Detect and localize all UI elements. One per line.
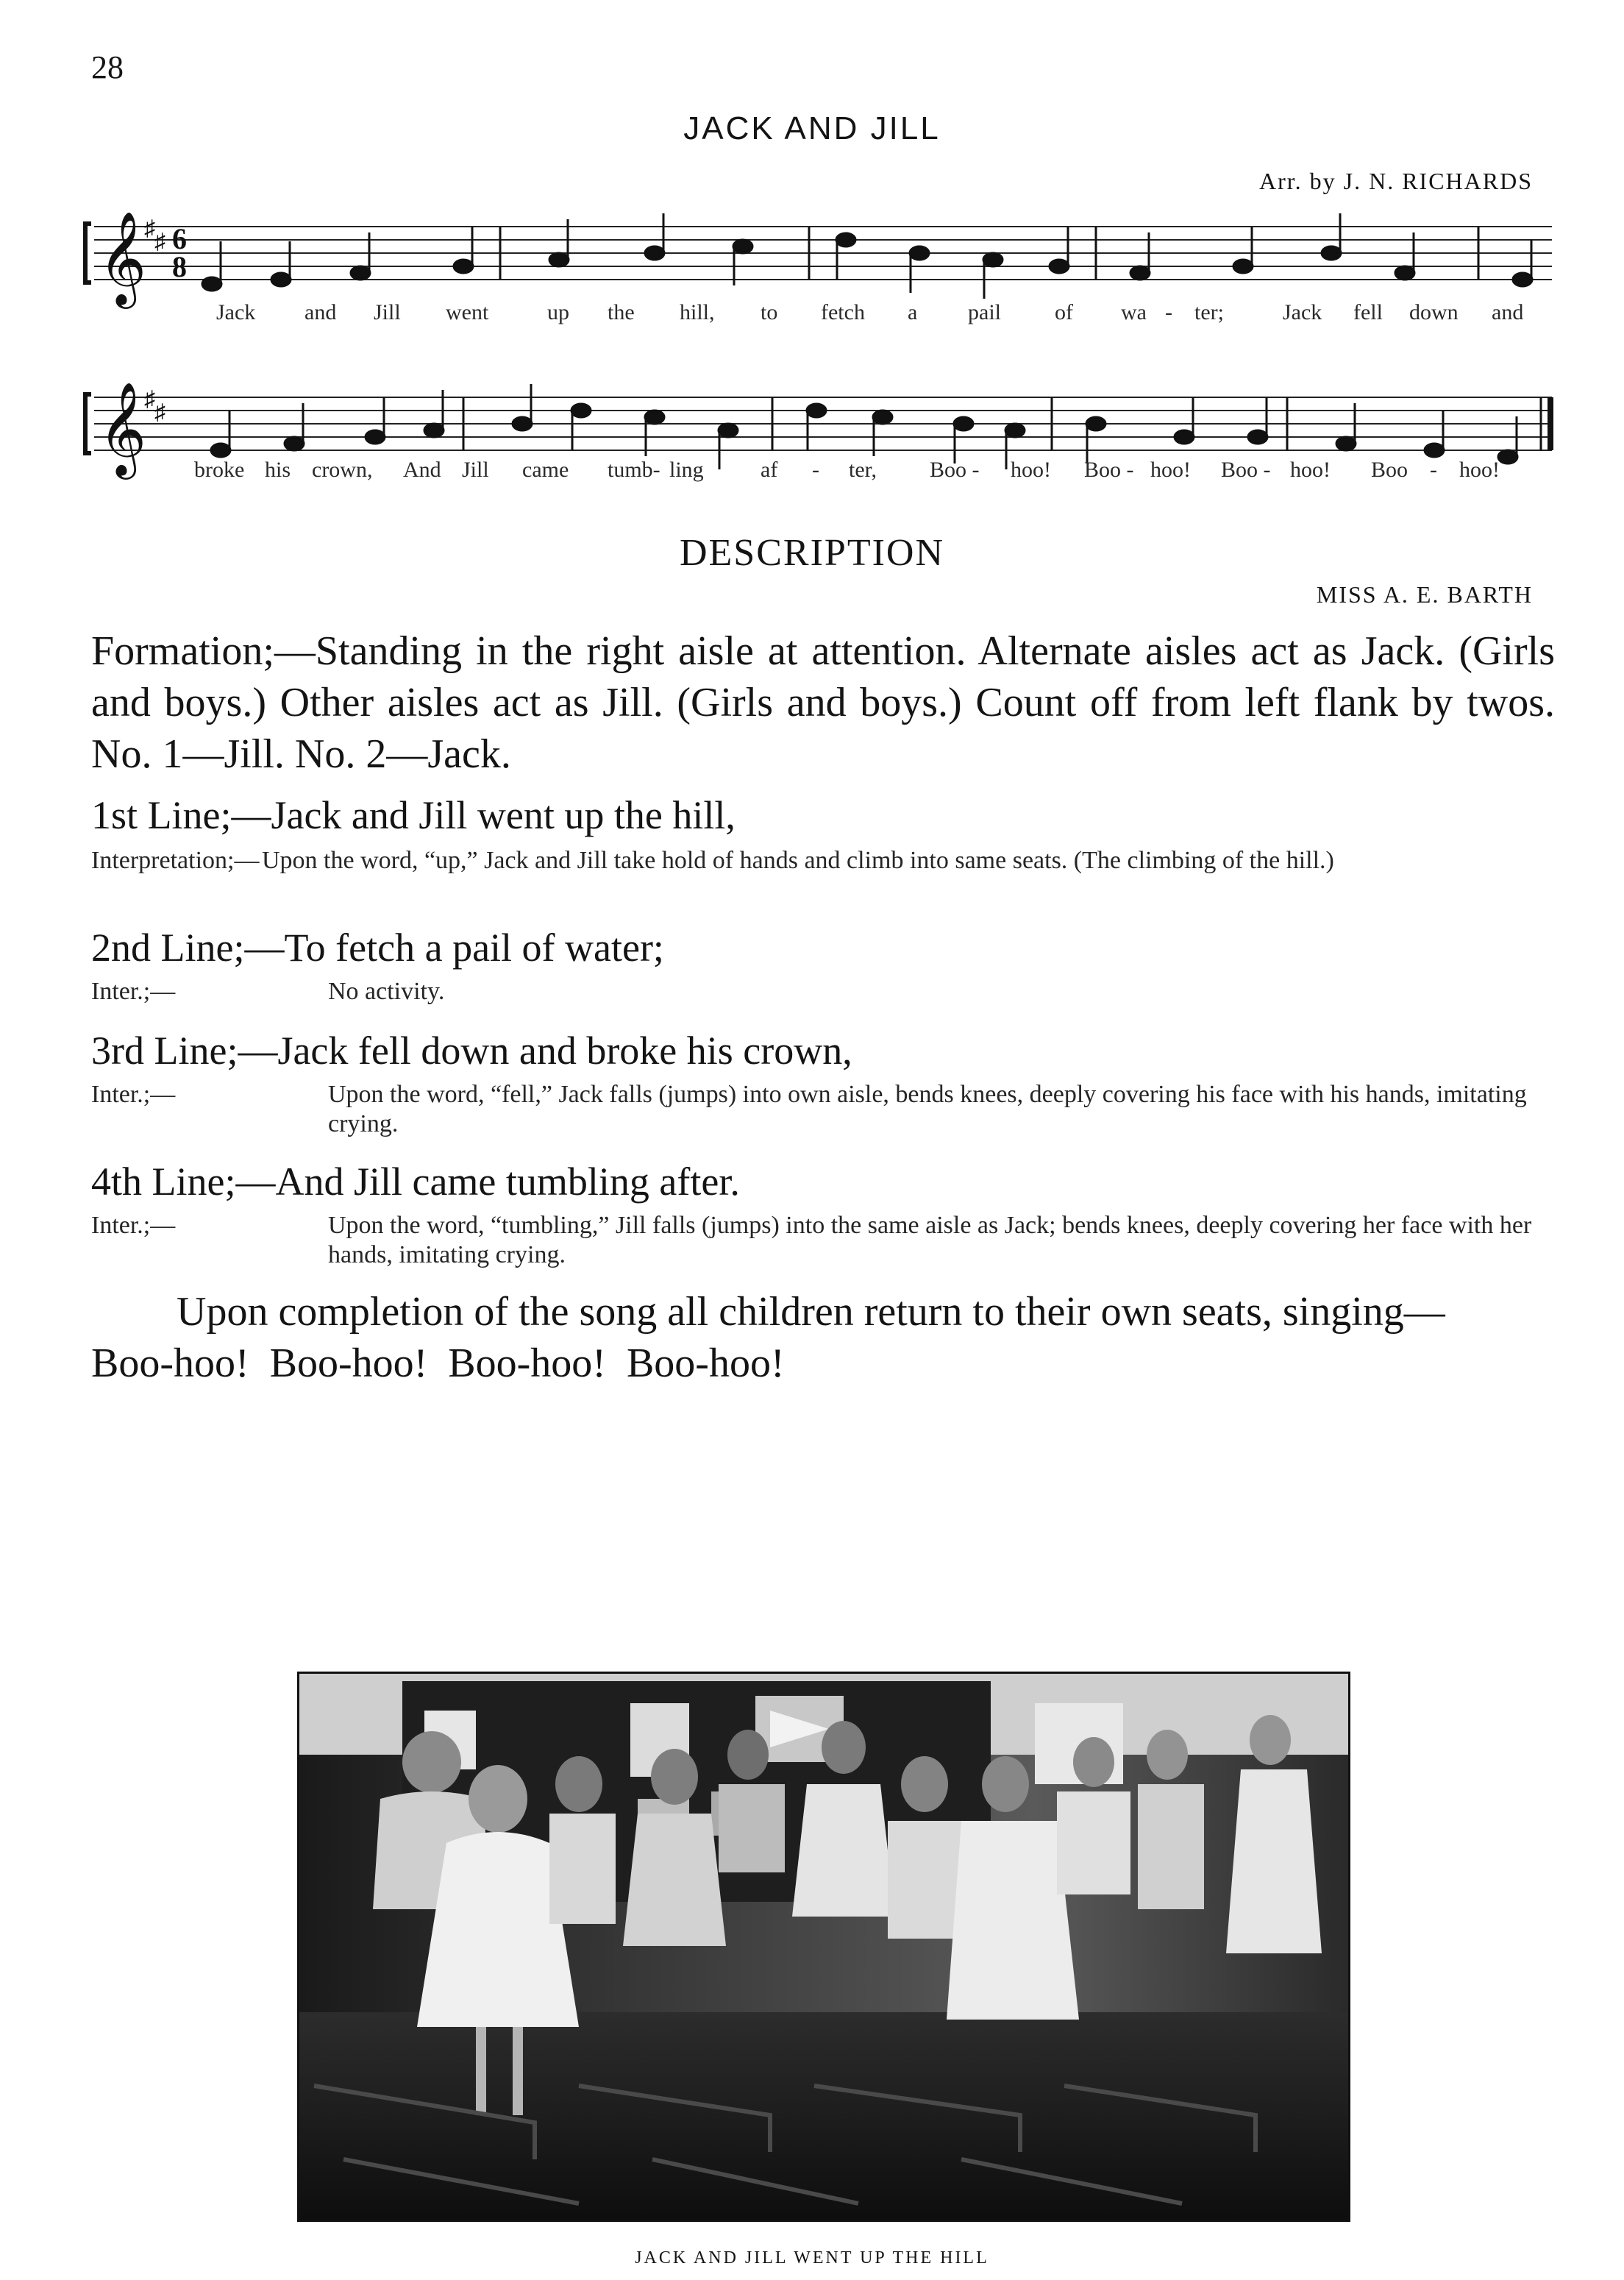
lyric-syllable: up — [547, 300, 569, 324]
brace-mark — [85, 224, 91, 283]
song-title: JACK AND JILL — [683, 110, 941, 146]
lyric-syllable: hoo! — [1290, 458, 1331, 482]
time-sig-bottom: 8 — [172, 250, 187, 283]
lyric-syllable: the — [608, 300, 635, 324]
line-1-title: 1st Line;—Jack and Jill went up the hill, — [91, 793, 736, 837]
lyric-syllable: Jill — [374, 300, 401, 324]
classroom-photograph — [297, 1672, 1350, 2222]
arranger-credit: Arr. by J. N. RICHARDS — [1258, 168, 1533, 194]
lyric-syllable: af — [761, 458, 778, 482]
page-number: 28 — [91, 49, 124, 85]
formation-paragraph: Formation;—Standing in the right aisle at attention. Alternate aisles act as Jack. (Girls and boys.) Other aisles act as Jill. (Girls and boys.) Count off from left flank by twos. No. 1—Jill. No. 2—Jack. — [91, 628, 1555, 777]
lyric-syllable: hoo! — [1150, 458, 1191, 482]
photo-caption: JACK AND JILL WENT UP THE HILL — [635, 2248, 989, 2267]
line-2-title: 2nd Line;—To fetch a pail of water; — [91, 926, 664, 970]
treble-clef: 𝄞 — [99, 210, 147, 305]
lyric-syllable: Boo - — [1084, 458, 1134, 482]
lyrics-line-1 — [91, 300, 1533, 330]
lyrics-line-2 — [91, 458, 1533, 487]
interpretation-text: Upon the word, “fell,” Jack falls (jumps) into own aisle, bends knees, deeply covering his face with his hands, imitating crying. — [328, 1081, 1527, 1137]
lyric-syllable: Jack — [216, 300, 256, 324]
lyric-syllable: Jill — [462, 458, 489, 482]
interpretation-text: No activity. — [328, 978, 445, 1005]
closing-line-1: Upon completion of the song all children return to their own seats, singing— — [177, 1289, 1445, 1335]
sharp-2: ♯ — [154, 230, 165, 254]
line-3-interpretation — [91, 1080, 1555, 1139]
lyric-syllable: pail — [968, 300, 1001, 324]
lyric-syllable: Jack — [1283, 300, 1322, 324]
lyric-syllable: - — [1165, 300, 1172, 324]
lyric-syllable: ling — [669, 458, 704, 482]
lyric-syllable: hoo! — [1459, 458, 1500, 482]
closing-line-2: Boo-hoo! Boo-hoo! Boo-hoo! Boo-hoo! — [91, 1340, 785, 1386]
lyric-syllable: - — [812, 458, 819, 482]
lyric-syllable: and — [304, 300, 337, 324]
treble-clef: 𝄞 — [99, 381, 147, 475]
lyric-syllable: ter; — [1194, 300, 1224, 324]
lyric-syllable: broke — [194, 458, 245, 482]
description-heading: DESCRIPTION — [679, 532, 945, 574]
sharp-1: ♯ — [144, 387, 155, 411]
lyric-syllable: a — [908, 300, 918, 324]
line-4-interpretation — [91, 1211, 1555, 1270]
lyric-syllable: Boo - — [930, 458, 980, 482]
interpretation-label: Inter.;— — [91, 978, 176, 1005]
line-3-title: 3rd Line;—Jack fell down and broke his crown, — [91, 1029, 852, 1073]
interpretation-text: Upon the word, “up,” Jack and Jill take hold of hands and climb into same seats. (The climbing of the hill.) — [262, 847, 1334, 874]
line-1-interpretation — [91, 846, 1555, 905]
lyric-syllable: wa — [1121, 300, 1147, 324]
description-author: MISS A. E. BARTH — [1316, 581, 1533, 608]
lyric-syllable: went — [446, 300, 489, 324]
interpretation-text: Upon the word, “tumbling,” Jill falls (jumps) into the same aisle as Jack; bends knees, deeply covering her face with her hands, imitating crying. — [328, 1212, 1532, 1268]
brace-mark — [85, 394, 91, 453]
lyric-syllable: of — [1055, 300, 1073, 324]
interpretation-label: Inter.;— — [91, 1212, 176, 1239]
lyric-syllable: Boo — [1371, 458, 1408, 482]
final-barline — [1548, 397, 1553, 450]
lyric-syllable: tumb- — [608, 458, 660, 482]
lyric-syllable: - — [1430, 458, 1437, 482]
time-sig-top: 6 — [172, 222, 187, 255]
lyric-syllable: came — [522, 458, 569, 482]
lyric-syllable: ter, — [849, 458, 877, 482]
lyric-syllable: down — [1409, 300, 1459, 324]
photo-illustration — [299, 1674, 1348, 2220]
music-staff-1 — [81, 197, 1559, 315]
sharp-2: ♯ — [154, 400, 165, 425]
lyric-syllable: fetch — [821, 300, 865, 324]
lyric-syllable: hill, — [680, 300, 715, 324]
lyric-syllable: and — [1492, 300, 1524, 324]
lyric-syllable: fell — [1353, 300, 1383, 324]
lyric-syllable: hoo! — [1011, 458, 1051, 482]
interpretation-label: Interpretation;— — [91, 847, 260, 874]
sharp-1: ♯ — [144, 216, 155, 241]
line-2-interpretation — [91, 977, 1555, 1006]
lyric-syllable: And — [403, 458, 441, 482]
line-4-title: 4th Line;—And Jill came tumbling after. — [91, 1159, 740, 1204]
lyric-syllable: to — [761, 300, 778, 324]
lyric-syllable: his — [265, 458, 291, 482]
closing-paragraph — [91, 1286, 1555, 1389]
lyric-syllable: Boo - — [1221, 458, 1271, 482]
lyric-syllable: crown, — [312, 458, 373, 482]
interpretation-label: Inter.;— — [91, 1081, 176, 1108]
